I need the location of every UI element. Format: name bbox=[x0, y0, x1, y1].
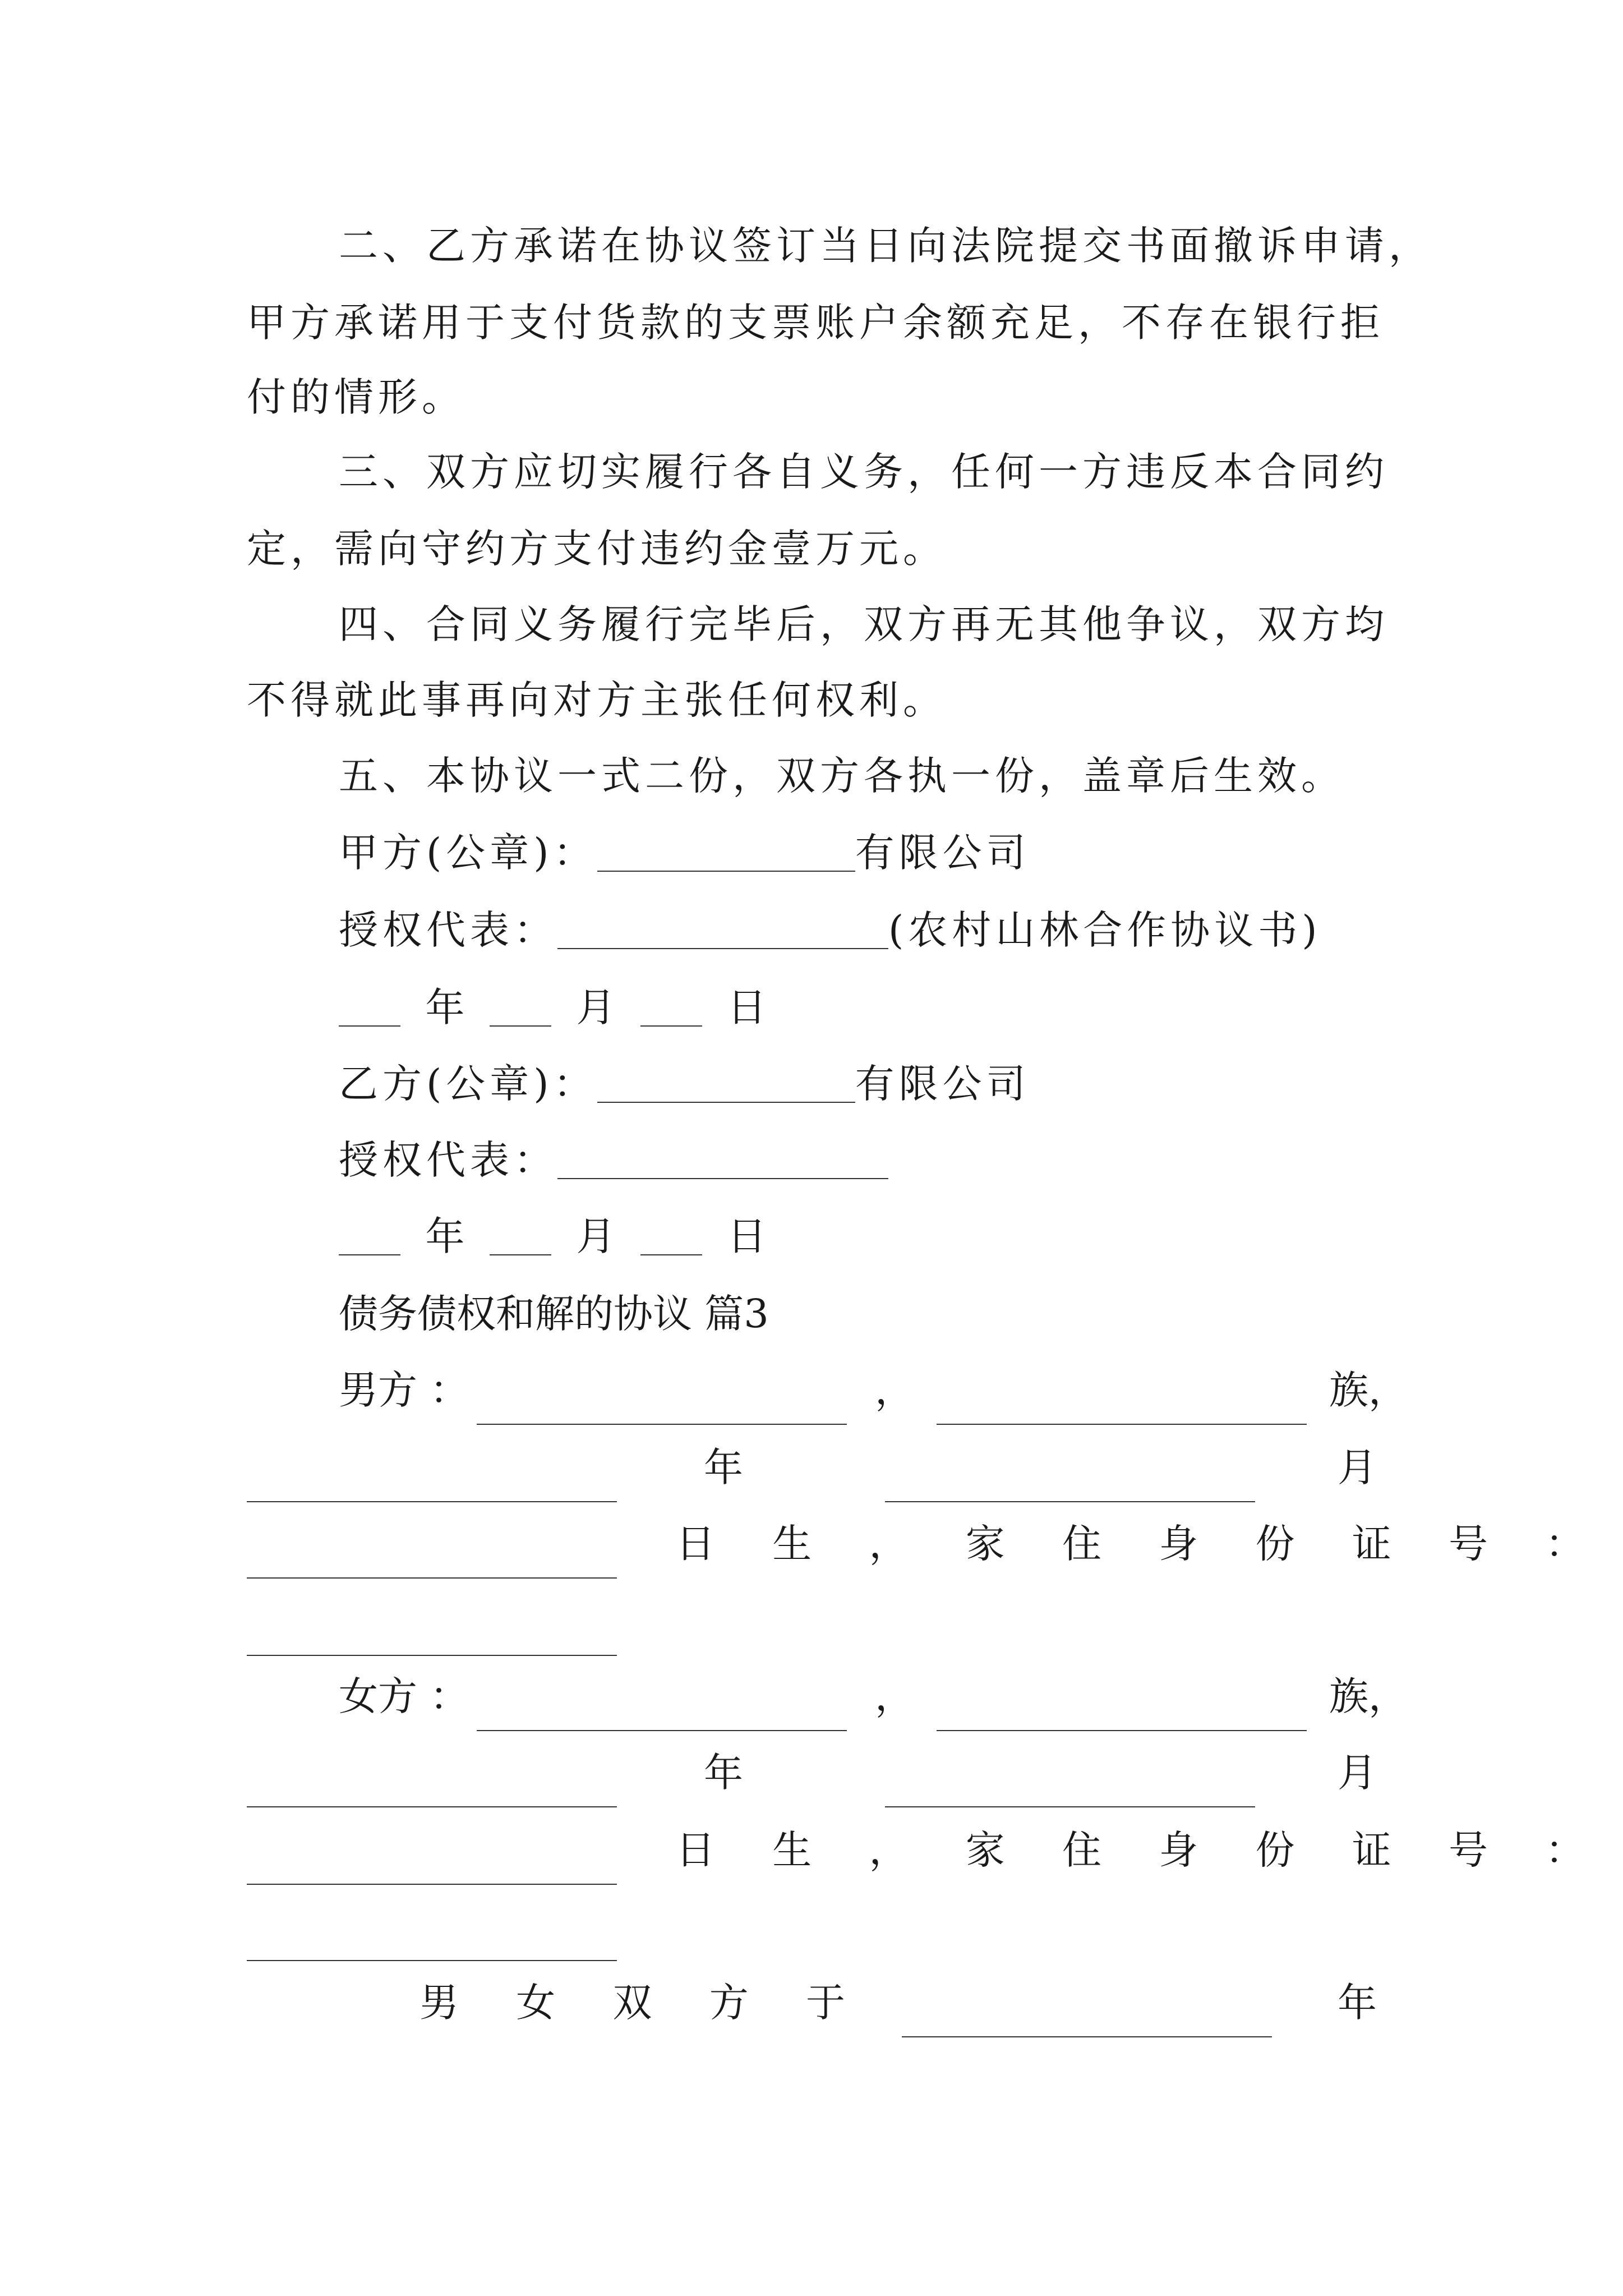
female-ethnicity-field[interactable] bbox=[937, 1691, 1307, 1731]
party-b-rep-label: 授权代表： bbox=[339, 1137, 557, 1183]
party-a-name-field[interactable] bbox=[597, 831, 855, 872]
male-ethnicity-label: 族， bbox=[1329, 1367, 1408, 1413]
female-comma: ， bbox=[875, 1673, 914, 1719]
male-born-id-label: 日 生 ， 家 住 身 份 证 号 ： bbox=[676, 1521, 1607, 1567]
party-b-day-label: 日 bbox=[727, 1213, 767, 1259]
male-id-number-field[interactable] bbox=[247, 1616, 617, 1656]
clause-5-line-1: 五、本协议一式二份，双方各执一份，盖章后生效。 bbox=[339, 753, 1345, 799]
party-b-day-field[interactable] bbox=[640, 1215, 702, 1255]
female-id-number-field[interactable] bbox=[247, 1921, 617, 1961]
party-a-day-field[interactable] bbox=[640, 986, 702, 1027]
clause-4-line-1: 四、合同义务履行完毕后，双方再无其他争议，双方均 bbox=[339, 601, 1389, 647]
party-a-rep-note: (农村山林合作协议书) bbox=[888, 907, 1322, 953]
closing-year-field[interactable] bbox=[902, 1997, 1272, 2037]
party-a-rep-line bbox=[339, 891, 1322, 969]
party-a-suffix: 有限公司 bbox=[855, 830, 1030, 876]
party-a-label: 甲方(公章)： bbox=[339, 830, 597, 876]
closing-text: 男 女 双 方 于 bbox=[419, 1980, 868, 2026]
party-b-year-field[interactable] bbox=[339, 1215, 400, 1255]
male-comma: ， bbox=[875, 1367, 914, 1413]
male-birth-day-field[interactable] bbox=[247, 1538, 617, 1579]
clause-4-line-2: 不得就此事再向对方主张任何权利。 bbox=[247, 677, 947, 723]
party-a-rep-field[interactable] bbox=[557, 909, 888, 949]
party-b-year-label: 年 bbox=[425, 1213, 465, 1259]
female-born-id-label: 日 生 ， 家 住 身 份 证 号 ： bbox=[676, 1827, 1607, 1873]
female-ethnicity-label: 族， bbox=[1329, 1673, 1408, 1719]
male-birth-month-field[interactable] bbox=[885, 1462, 1255, 1502]
clause-2-line-3: 付的情形。 bbox=[247, 374, 465, 420]
female-label: 女方 ： bbox=[339, 1673, 469, 1719]
party-a-year-label: 年 bbox=[425, 984, 465, 1030]
party-b-rep-line bbox=[339, 1121, 888, 1199]
party-b-suffix: 有限公司 bbox=[855, 1061, 1030, 1107]
female-month-label: 月 bbox=[1338, 1750, 1377, 1796]
male-name-field[interactable] bbox=[477, 1384, 847, 1425]
male-year-label: 年 bbox=[704, 1444, 743, 1490]
party-b-rep-field[interactable] bbox=[557, 1139, 888, 1179]
clause-2-line-2: 甲方承诺用于支付货款的支票账户余额充足，不存在银行拒 bbox=[247, 300, 1384, 346]
party-a-month-label: 月 bbox=[576, 984, 616, 1030]
male-birth-year-field[interactable] bbox=[247, 1462, 617, 1502]
party-b-label: 乙方(公章)： bbox=[339, 1061, 597, 1107]
party-a-seal-line bbox=[339, 813, 1030, 892]
female-birth-day-field[interactable] bbox=[247, 1844, 617, 1885]
party-b-seal-line bbox=[339, 1045, 1030, 1123]
male-label: 男方 ： bbox=[339, 1367, 469, 1413]
female-birth-year-field[interactable] bbox=[247, 1767, 617, 1807]
party-b-month-field[interactable] bbox=[490, 1215, 551, 1255]
female-birth-month-field[interactable] bbox=[885, 1767, 1255, 1807]
closing-year-label: 年 bbox=[1338, 1980, 1377, 2026]
section-title: 债务债权和解的协议 篇3 bbox=[339, 1291, 769, 1337]
party-a-day-label: 日 bbox=[727, 984, 767, 1030]
party-a-date-line bbox=[339, 968, 767, 1047]
female-year-label: 年 bbox=[704, 1750, 743, 1796]
party-b-date-line bbox=[339, 1197, 767, 1276]
male-month-label: 月 bbox=[1338, 1444, 1377, 1490]
party-a-year-field[interactable] bbox=[339, 986, 400, 1027]
female-name-field[interactable] bbox=[477, 1691, 847, 1731]
clause-3-line-2: 定，需向守约方支付违约金壹万元。 bbox=[247, 526, 947, 572]
party-a-rep-label: 授权代表： bbox=[339, 907, 557, 953]
party-a-month-field[interactable] bbox=[490, 986, 551, 1027]
male-ethnicity-field[interactable] bbox=[937, 1384, 1307, 1425]
clause-3-line-1: 三、双方应切实履行各自义务，任何一方违反本合同约 bbox=[339, 449, 1389, 495]
clause-2-line-1: 二、乙方承诺在协议签订当日向法院提交书面撤诉申请， bbox=[339, 223, 1432, 269]
party-b-month-label: 月 bbox=[576, 1213, 616, 1259]
party-b-name-field[interactable] bbox=[597, 1062, 855, 1103]
